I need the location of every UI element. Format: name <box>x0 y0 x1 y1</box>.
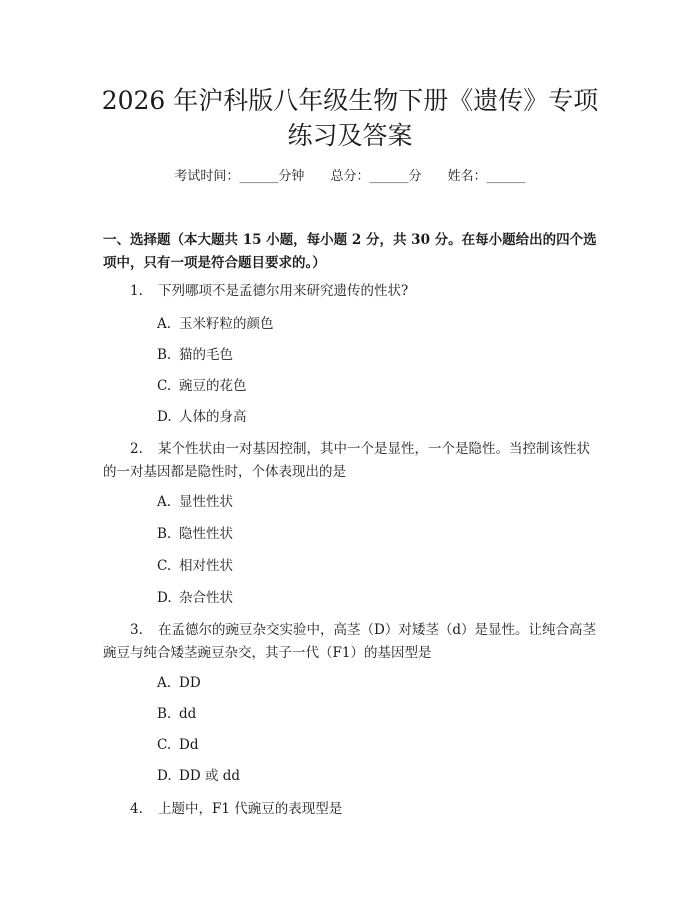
exam-time-field: 考试时间：______分钟 <box>174 169 305 184</box>
question-text: 下列哪项不是孟德尔用来研究遗传的性状? <box>158 283 409 299</box>
option-text: 显性性状 <box>179 494 233 510</box>
option-letter: C. <box>157 737 172 753</box>
option-text: Dd <box>179 737 199 753</box>
option-3a <box>157 673 201 693</box>
total-score-field: 总分：______分 <box>330 169 422 184</box>
option-text: 玉米籽粒的颜色 <box>179 316 274 332</box>
option-1d <box>157 407 247 427</box>
student-name-field: 姓名：______ <box>447 169 526 184</box>
question-2 <box>103 438 603 484</box>
option-letter: B. <box>157 526 172 542</box>
option-2d <box>157 588 233 608</box>
option-letter: B. <box>157 347 172 363</box>
question-number: 2. <box>130 441 143 457</box>
section-heading: 一、选择题（本大题共 15 小题，每小题 2 分，共 30 分。在每小题给出的四个选项中，只有一项是符合题目要求的。） <box>103 232 597 271</box>
document-title-line-1: 2026 年沪科版八年级生物下册《遗传》专项 <box>101 86 599 115</box>
question-4 <box>103 798 603 821</box>
question-number: 3. <box>130 622 143 638</box>
option-letter: B. <box>157 706 172 722</box>
question-number: 4. <box>130 801 143 817</box>
option-1b <box>157 345 233 365</box>
document-title-line-2: 练习及答案 <box>287 121 413 150</box>
option-text: 相对性状 <box>179 558 233 574</box>
question-text: 上题中，F1 代豌豆的表现型是 <box>158 801 343 817</box>
option-text: 豌豆的花色 <box>179 378 247 394</box>
question-text: 某个性状由一对基因控制，其中一个是显性，一个是隐性。当控制该性状的一对基因都是隐性时，个体表现出的是 <box>103 441 590 480</box>
question-number: 1. <box>130 283 143 299</box>
question-3 <box>103 619 603 665</box>
option-letter: A. <box>157 494 172 510</box>
option-text: 人体的身高 <box>179 409 247 425</box>
question-1 <box>103 280 603 303</box>
question-text: 在孟德尔的豌豆杂交实验中，高茎（D）对矮茎（d）是显性。让纯合高茎豌豆与纯合矮茎豌豆杂交，其子一代（F1）的基因型是 <box>103 622 596 661</box>
option-text: 杂合性状 <box>179 590 233 606</box>
option-letter: A. <box>157 316 172 332</box>
option-2a <box>157 492 233 512</box>
option-letter: C. <box>157 558 172 574</box>
option-3b <box>157 704 196 724</box>
option-3d <box>157 766 240 786</box>
option-letter: A. <box>157 675 172 691</box>
option-2b <box>157 524 233 544</box>
option-text: DD <box>179 675 201 691</box>
option-3c <box>157 735 198 755</box>
option-1c <box>157 376 247 396</box>
option-letter: D. <box>157 768 172 784</box>
option-letter: D. <box>157 409 172 425</box>
option-letter: D. <box>157 590 172 606</box>
option-text: dd <box>179 706 197 722</box>
option-letter: C. <box>157 378 172 394</box>
exam-info-bar <box>0 167 700 187</box>
option-text: 隐性性状 <box>179 526 233 542</box>
option-text: DD 或 dd <box>179 768 241 784</box>
option-1a <box>157 314 274 334</box>
option-2c <box>157 556 233 576</box>
option-text: 猫的毛色 <box>179 347 233 363</box>
